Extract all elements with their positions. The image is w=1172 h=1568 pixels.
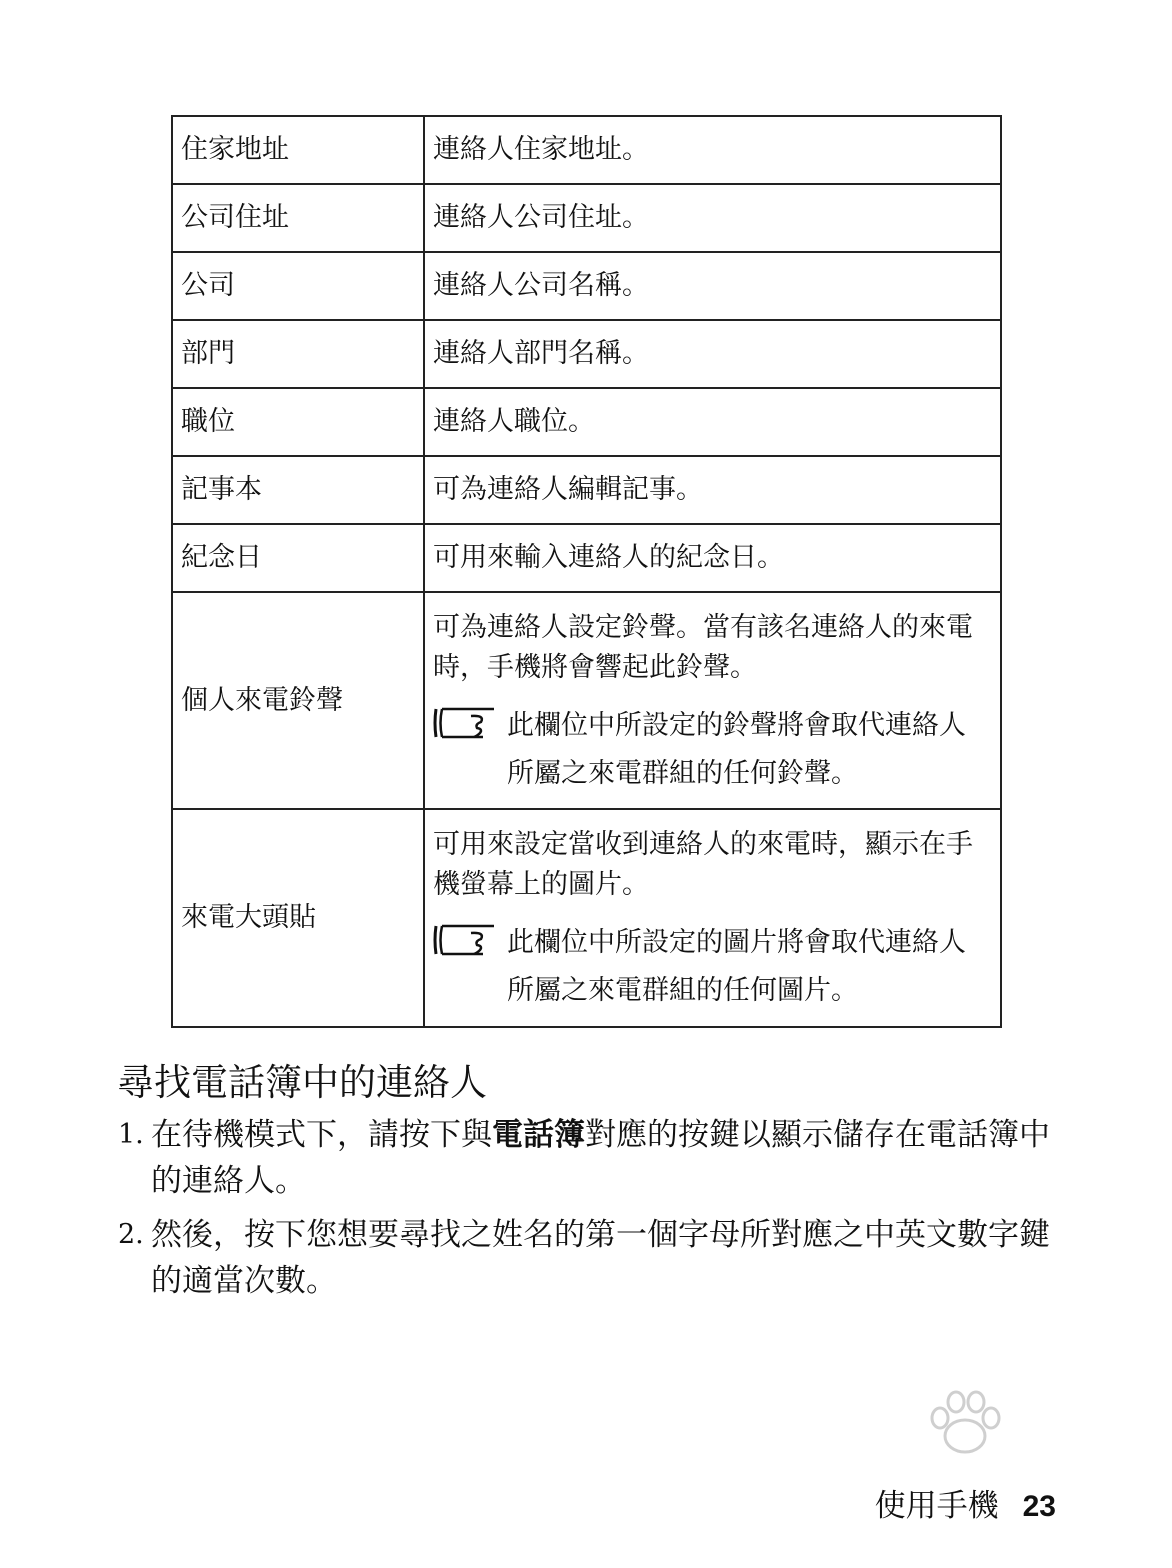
step-number: 2.	[118, 1219, 144, 1250]
table-row	[172, 456, 1001, 524]
field-description-cell	[424, 809, 1001, 1027]
field-description: 可用來設定當收到連絡人的來電時，顯示在手機螢幕上的圖片。	[433, 829, 973, 900]
step-text: 然後，按下您想要尋找之姓名的第一個字母所對應之中英文數字鍵的適當次數。	[151, 1217, 1050, 1299]
field-name: 記事本	[172, 456, 424, 524]
field-name: 公司	[172, 252, 424, 320]
field-description: 連絡人公司住址。	[424, 184, 1001, 252]
step-text-part: 在待機模式下，請按下與	[151, 1117, 492, 1153]
table-row	[172, 388, 1001, 456]
step-keyword: 電話簿	[492, 1117, 585, 1153]
field-name: 來電大頭貼	[172, 809, 424, 1027]
footer-section-title: 使用手機	[874, 1488, 999, 1524]
field-description-cell	[424, 592, 1001, 809]
step-number: 1.	[118, 1119, 144, 1150]
note-text: 此欄位中所設定的圖片將會取代連絡人所屬之來電群組的任何圖片。	[507, 927, 966, 1006]
step-text	[151, 1112, 1068, 1204]
steps-list	[118, 1112, 1068, 1312]
step-item	[118, 1212, 1068, 1304]
field-description: 連絡人公司名稱。	[424, 252, 1001, 320]
pointing-hand-icon	[433, 923, 497, 957]
field-description: 連絡人住家地址。	[424, 116, 1001, 184]
note	[433, 702, 992, 798]
step-item	[118, 1112, 1068, 1204]
table-row	[172, 116, 1001, 184]
table-row	[172, 809, 1001, 1027]
field-name: 個人來電鈴聲	[172, 592, 424, 809]
field-name: 住家地址	[172, 116, 424, 184]
page-footer	[875, 1480, 1056, 1525]
note-text: 此欄位中所設定的鈴聲將會取代連絡人所屬之來電群組的任何鈴聲。	[507, 709, 966, 789]
field-description: 可為連絡人編輯記事。	[424, 456, 1001, 524]
contact-fields-table	[171, 115, 1002, 1028]
paw-icon	[920, 1388, 1010, 1458]
note	[433, 919, 992, 1015]
field-name: 紀念日	[172, 524, 424, 592]
section-title: 尋找電話簿中的連絡人	[117, 1061, 487, 1104]
field-description: 連絡人部門名稱。	[424, 320, 1001, 388]
field-description: 可為連絡人設定鈴聲。當有該名連絡人的來電時，手機將會響起此鈴聲。	[433, 611, 973, 683]
field-name: 公司住址	[172, 184, 424, 252]
field-description: 連絡人職位。	[424, 388, 1001, 456]
field-name: 職位	[172, 388, 424, 456]
table-row	[172, 320, 1001, 388]
table-row	[172, 252, 1001, 320]
page-number: 23	[1022, 1490, 1056, 1523]
table-row	[172, 524, 1001, 592]
field-name: 部門	[172, 320, 424, 388]
field-description: 可用來輸入連絡人的紀念日。	[424, 524, 1001, 592]
table-row	[172, 592, 1001, 809]
step-text-part: 對應的按鍵以顯示儲存在電話簿中的連絡人。	[151, 1117, 1050, 1199]
pointing-hand-icon	[433, 706, 497, 740]
table-row	[172, 184, 1001, 252]
